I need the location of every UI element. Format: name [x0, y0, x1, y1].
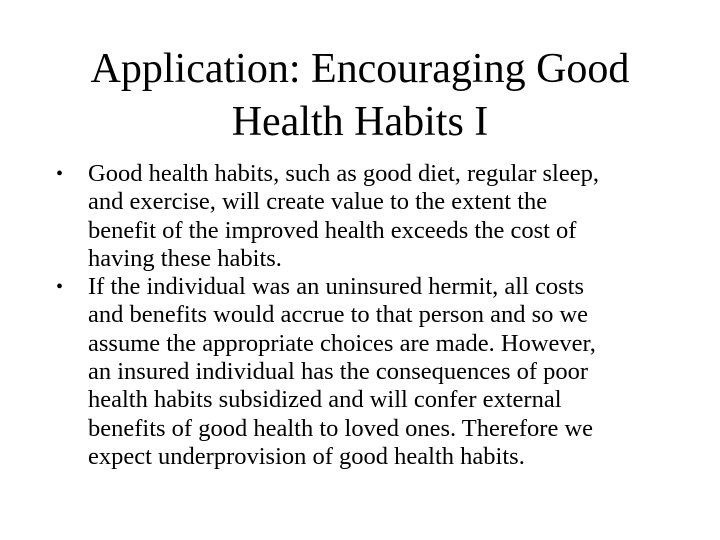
bullet-text-line: If the individual was an uninsured hermit, all costs	[88, 273, 585, 301]
bullet-text-line: Good health habits, such as good diet, regular sleep,	[88, 160, 599, 187]
bullet-text-line: assume the appropriate choices are made. However,	[88, 329, 596, 357]
bullet-item	[54, 160, 694, 273]
slide-title-line: Application: Encouraging Good	[90, 46, 630, 92]
bullet-text-line: an insured individual has the consequences of poor	[88, 358, 589, 386]
bullet-marker: •	[56, 276, 64, 299]
bullet-marker: •	[56, 163, 64, 185]
bullet-text-line: and exercise, will create value to the extent the	[88, 188, 548, 216]
bullet-text-line: benefit of the improved health exceeds the cost of	[88, 216, 577, 244]
slide-title	[40, 43, 680, 149]
bullet-text-line: health habits subsidized and will confer external	[88, 386, 562, 414]
bullet-text-line: having these habits.	[88, 244, 282, 272]
bullet-text-line: expect underprovision of good health habits.	[88, 442, 525, 470]
bullet-list	[54, 160, 694, 471]
bullet-text-line: and benefits would accrue to that person and so we	[88, 301, 589, 329]
bullet-text-line: benefits of good health to loved ones. Therefore we	[88, 414, 594, 442]
bullet-item	[54, 273, 694, 471]
slide-title-line: Health Habits I	[231, 99, 489, 145]
